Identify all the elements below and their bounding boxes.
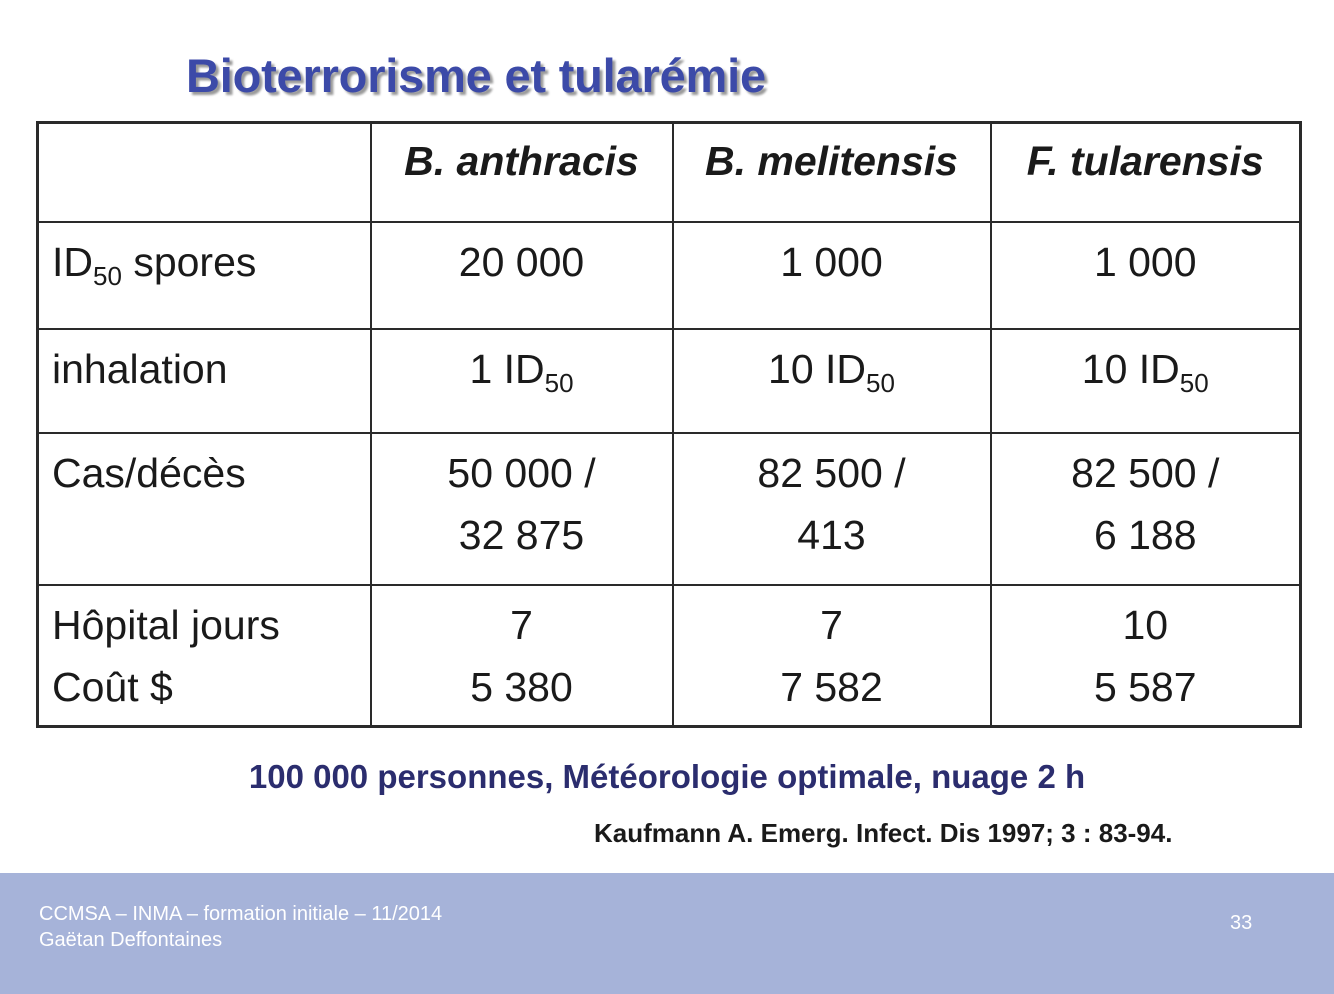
- page-number: 33: [1230, 912, 1253, 934]
- row-label-id50: $ID_{50}$ spores: [38, 222, 371, 329]
- row-label-cas-deces: Cas/décès: [38, 433, 371, 585]
- header-f-tularensis: F. tularensis: [991, 123, 1301, 223]
- footer-course-line: CCMSA – INMA – formation initiale – 11/2014: [39, 903, 443, 925]
- cell-hopital-anthracis: 7 5 380: [371, 585, 673, 726]
- comparison-table: [36, 121, 1302, 728]
- cell-id50-tularensis: 1 000: [991, 222, 1301, 329]
- header-b-melitensis: B. melitensis: [673, 123, 991, 223]
- cell-hopital-tularensis: 10 5 587: [991, 585, 1301, 726]
- cell-cas-anthracis: 50 000 / 32 875: [371, 433, 673, 585]
- row-label-hopital-cout: Hôpital jours Coût $: [38, 585, 371, 726]
- table-header-row: [38, 123, 1301, 223]
- cell-id50-melitensis: 1 000: [673, 222, 991, 329]
- header-empty-cell: [38, 123, 371, 223]
- header-b-anthracis: B. anthracis: [371, 123, 673, 223]
- footer-author-line: Gaëtan Deffontaines: [39, 929, 223, 951]
- slide-title: Bioterrorisme et tularémie: [186, 49, 766, 102]
- cell-id50-anthracis: 20 000: [371, 222, 673, 329]
- scenario-note: 100 000 personnes, Météorologie optimale, nuage 2 h: [248, 758, 1086, 795]
- row-label-inhalation: inhalation: [38, 329, 371, 433]
- cell-inhalation-anthracis: 1 $ID_{50}$: [371, 329, 673, 433]
- table-row: [38, 222, 1301, 329]
- cell-inhalation-tularensis: 10 $ID_{50}$: [991, 329, 1301, 433]
- slide-footer: [0, 873, 1334, 994]
- table-row: [38, 433, 1301, 585]
- table-row: [38, 329, 1301, 433]
- cell-cas-tularensis: 82 500 / 6 188: [991, 433, 1301, 585]
- cell-inhalation-melitensis: 10 $ID_{50}$: [673, 329, 991, 433]
- table-row: [38, 585, 1301, 726]
- cell-cas-melitensis: 82 500 / 413: [673, 433, 991, 585]
- cell-hopital-melitensis: 7 7 582: [673, 585, 991, 726]
- reference-citation: Kaufmann A. Emerg. Infect. Dis 1997; 3 : 83-94.: [594, 818, 1173, 848]
